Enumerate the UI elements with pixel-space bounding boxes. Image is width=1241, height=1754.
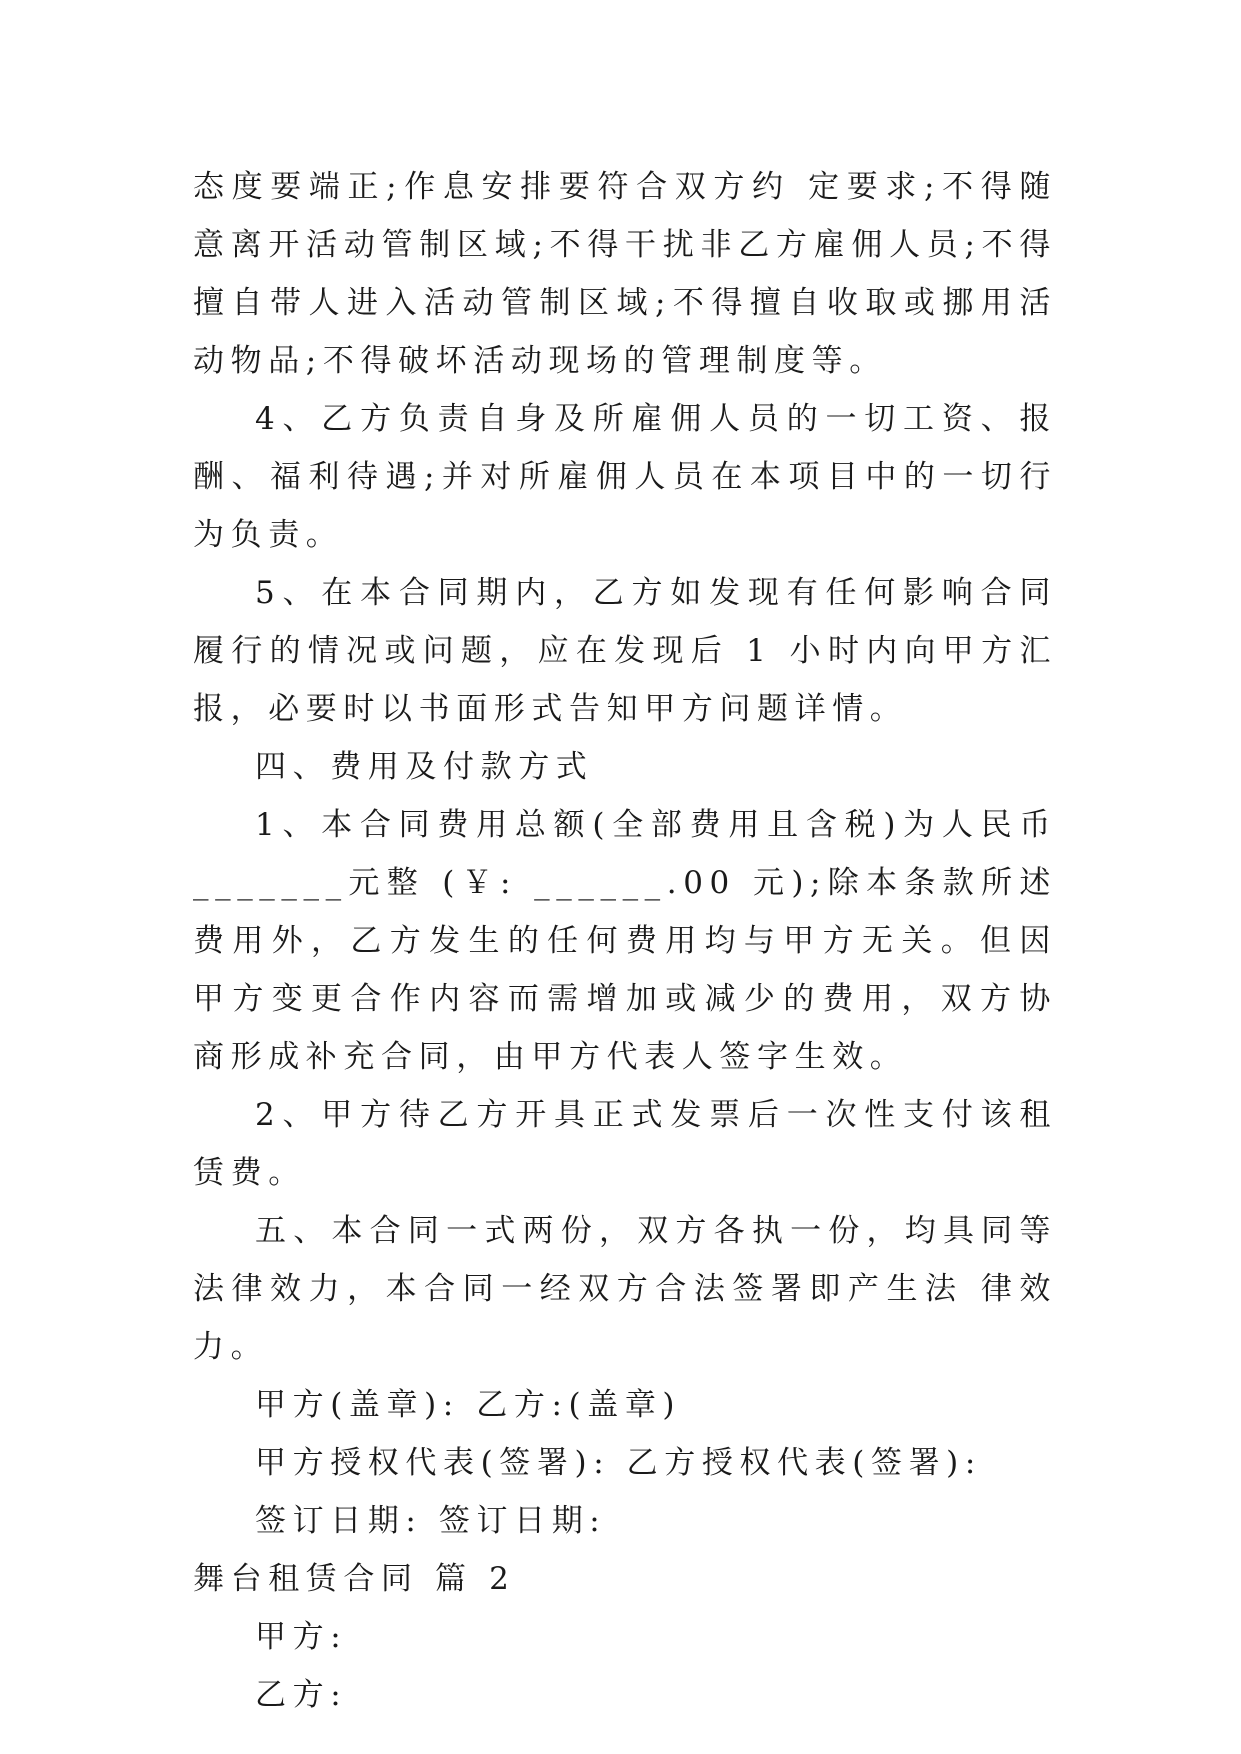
signature-seal-line: 甲方(盖章): 乙方:(盖章) xyxy=(255,1387,682,1423)
signature-representative-line: 甲方授权代表(签署): 乙方授权代表(签署): xyxy=(255,1445,982,1481)
section-heading-fees: 四、费用及付款方式 xyxy=(255,749,594,785)
paragraph-fee-clause-1: 1、本合同费用总额(全部费用且含税)为人民币_______元整 (￥: ______.00 元);除本条款所述费用外，乙方发生的任何费用均与甲方无关。但因甲方变更合作内容而需增加或减少的费用，双方协商形成补充合同，由甲方代表人签字生效。 xyxy=(193,807,1057,1075)
party-b-line: 乙方: xyxy=(255,1677,348,1713)
signature-date-line: 签订日期: 签订日期: xyxy=(255,1503,607,1539)
paragraph-clause-copies: 五、本合同一式两份，双方各执一份，均具同等法律效力，本合同一经双方合法签署即产生法 律效力。 xyxy=(193,1213,1057,1365)
paragraph-conduct-rules: 态度要端正;作息安排要符合双方约 定要求;不得随意离开活动管制区域;不得干扰非乙方雇佣人员;不得擅自带人进入活动管制区域;不得擅自收取或挪用活动物品;不得破坏活动现场的管理制度等。 xyxy=(193,169,1057,379)
document-body xyxy=(193,158,1057,1724)
paragraph-clause-5: 5、在本合同期内，乙方如发现有任何影响合同履行的情况或问题，应在发现后 1 小时内向甲方汇报，必要时以书面形式告知甲方问题详情。 xyxy=(193,575,1057,727)
party-a-line: 甲方: xyxy=(255,1619,348,1655)
paragraph-clause-4: 4、乙方负责自身及所雇佣人员的一切工资、报酬、福利待遇;并对所雇佣人员在本项目中的一切行为负责。 xyxy=(193,401,1057,553)
paragraph-fee-clause-2: 2、甲方待乙方开具正式发票后一次性支付该租赁费。 xyxy=(193,1097,1057,1191)
section-title: 舞台租赁合同 篇 2 xyxy=(193,1561,516,1597)
